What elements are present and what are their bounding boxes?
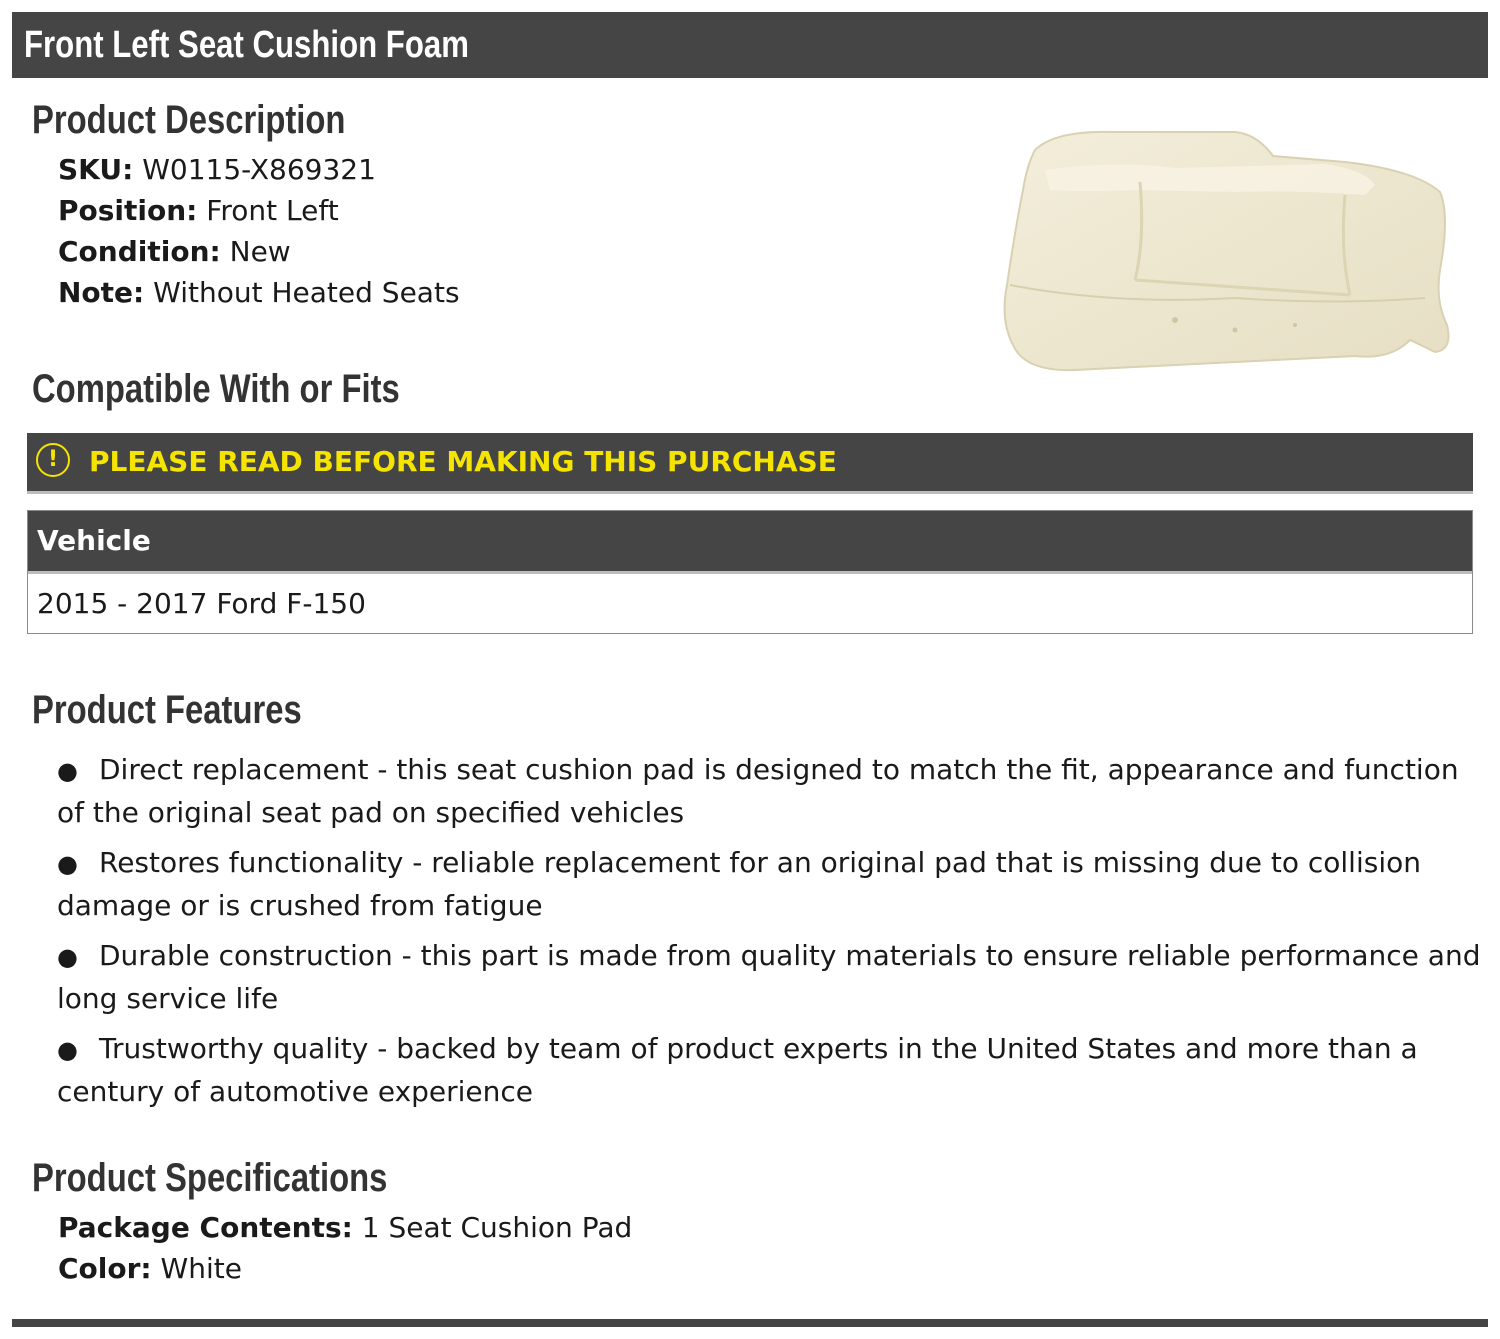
seat-cushion-foam-image <box>995 120 1460 380</box>
features-list <box>57 749 1482 1121</box>
spec-label: Position: <box>58 194 198 227</box>
spec-label: Condition: <box>58 235 221 268</box>
feature-text: Restores functionality - reliable replacement for an original pad that is missing due to collision damage or is crushed from fatigue <box>57 846 1421 922</box>
page-title: Front Left Seat Cushion Foam <box>24 24 469 66</box>
bullet-icon: ● <box>57 1036 78 1064</box>
spec-label: Color: <box>58 1252 152 1285</box>
vehicle-cell: 2015 - 2017 Ford F-150 <box>37 587 366 620</box>
description-heading: Product Description <box>32 98 346 142</box>
spec-condition <box>58 235 291 268</box>
spec-color <box>58 1252 242 1285</box>
bullet-icon: ● <box>57 757 78 785</box>
spec-package-contents <box>58 1211 632 1244</box>
feature-text: Durable construction - this part is made from quality materials to ensure reliable performance and long service life <box>57 939 1481 1015</box>
spec-value: Front Left <box>206 194 339 227</box>
feature-text: Direct replacement - this seat cushion pad is designed to match the fit, appearance and function of the original seat pad on specified vehicles <box>57 753 1459 829</box>
list-item <box>57 842 1482 926</box>
list-item <box>57 1028 1482 1112</box>
spec-value: New <box>229 235 291 268</box>
spec-label: Package Contents: <box>58 1211 353 1244</box>
table-header <box>28 511 1472 574</box>
features-heading: Product Features <box>32 688 302 732</box>
spec-value: Without Heated Seats <box>153 276 460 309</box>
spec-note <box>58 276 460 309</box>
warning-icon: ! <box>36 443 70 477</box>
spec-value: White <box>160 1252 242 1285</box>
compatibility-heading: Compatible With or Fits <box>32 367 400 411</box>
alert-text: PLEASE READ BEFORE MAKING THIS PURCHASE <box>89 445 837 478</box>
list-item <box>57 935 1482 1019</box>
feature-text: Trustworthy quality - backed by team of product experts in the United States and more than a century of automotive experience <box>57 1032 1418 1108</box>
spec-sku <box>58 153 376 186</box>
table-row <box>28 574 1472 633</box>
specifications-heading: Product Specifications <box>32 1156 388 1200</box>
spec-position <box>58 194 339 227</box>
spec-value: 1 Seat Cushion Pad <box>361 1211 633 1244</box>
spec-label: Note: <box>58 276 145 309</box>
bullet-icon: ● <box>57 943 78 971</box>
spec-value: W0115-X869321 <box>142 153 376 186</box>
vehicle-table <box>27 510 1473 634</box>
bullet-icon: ● <box>57 850 78 878</box>
column-header-vehicle: Vehicle <box>37 524 151 557</box>
purchase-alert <box>27 433 1473 494</box>
title-bar <box>12 12 1488 78</box>
list-item <box>57 749 1482 833</box>
footer-bar <box>12 1319 1488 1327</box>
spec-label: SKU: <box>58 153 134 186</box>
